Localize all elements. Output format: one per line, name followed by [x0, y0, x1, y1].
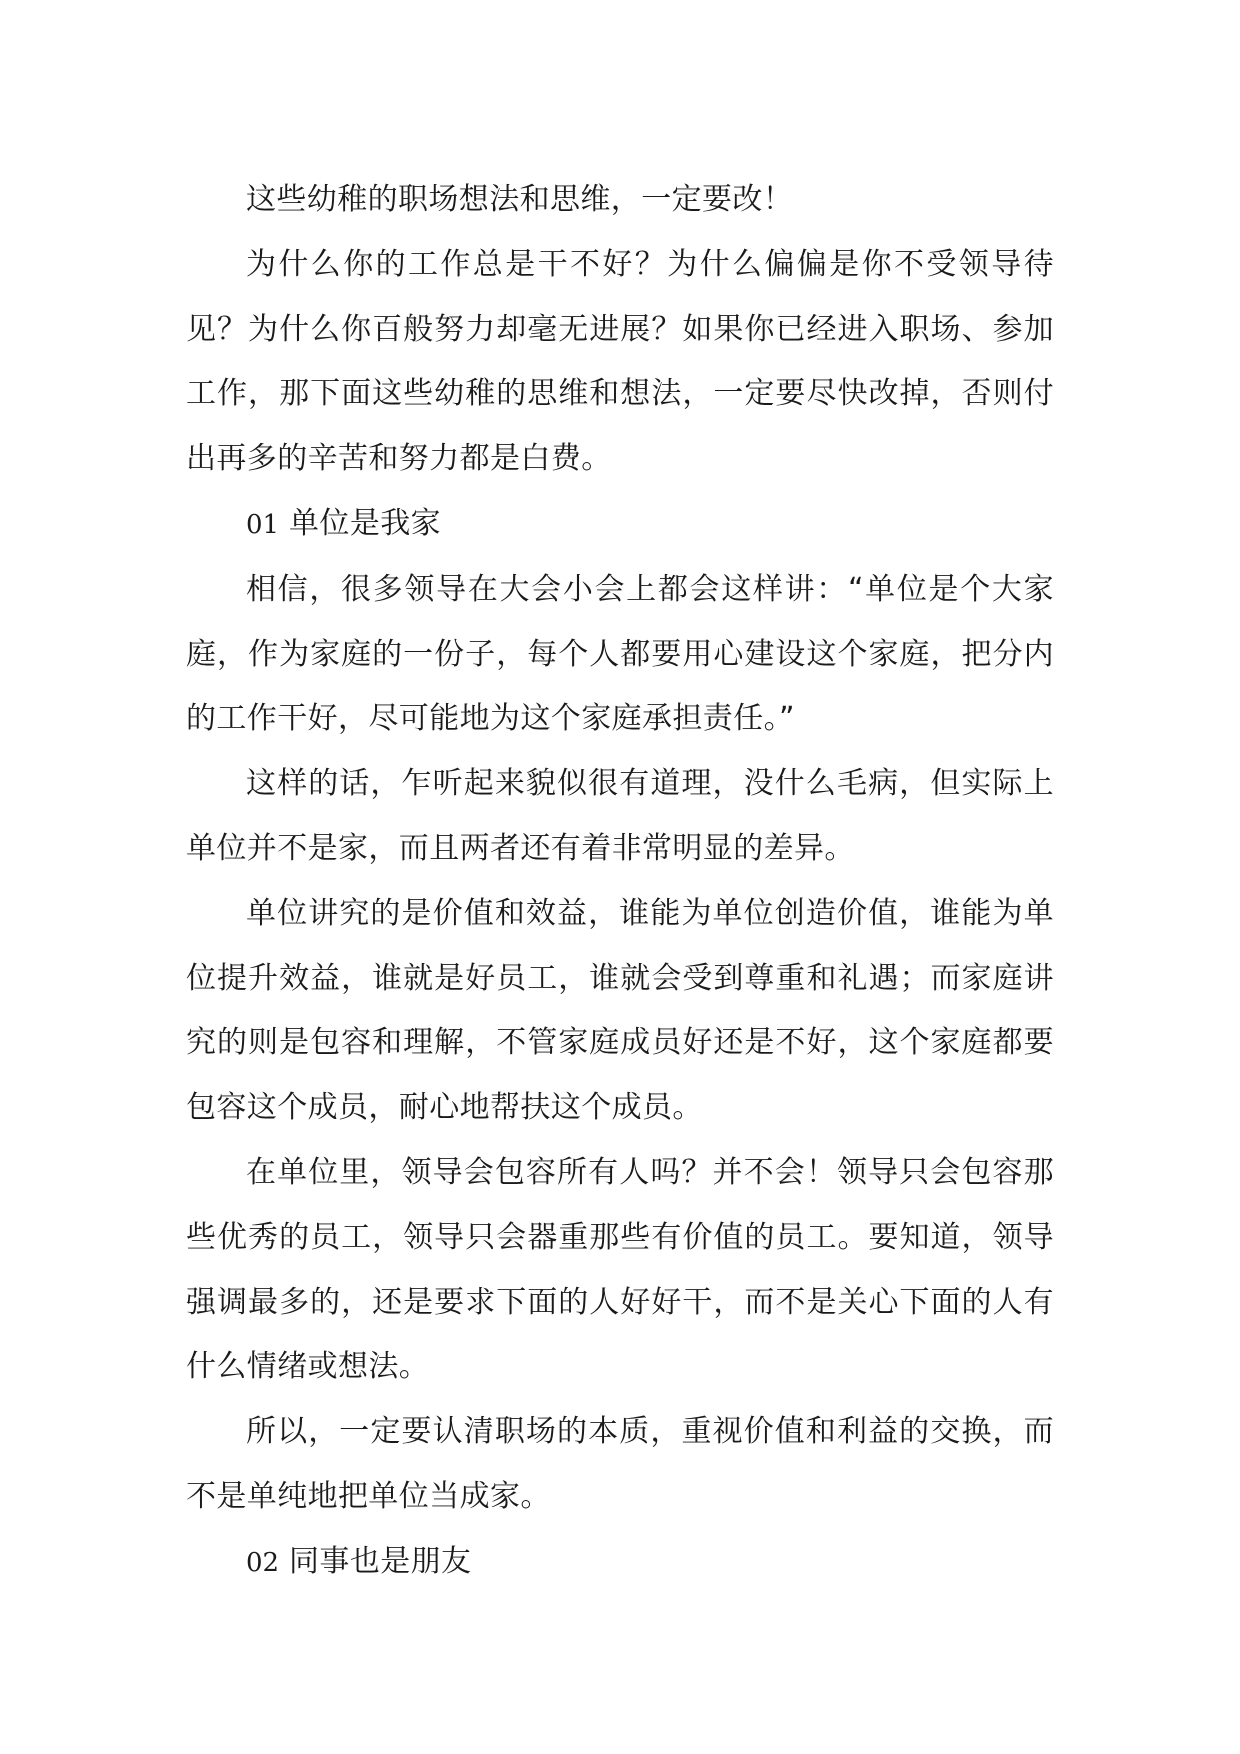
section-heading-2: [186, 1530, 1054, 1596]
section-number-2: 02: [246, 1547, 280, 1578]
paragraph-5: 在单位里，领导会包容所有人吗？并不会！领导只会包容那些优秀的员工，领导只会器重那些有价值的员工。要知道，领导强调最多的，还是要求下面的人好好干，而不是关心下面的人有什么情绪或想法。: [186, 1154, 1054, 1385]
document-body: [186, 168, 1054, 1596]
paragraph-1: 为什么你的工作总是干不好？为什么偏偏是你不受领导待见？为什么你百般努力却毫无进展？如果你已经进入职场、参加工作，那下面这些幼稚的思维和想法，一定要尽快改掉，否则付出再多的辛苦和努力都是白费。: [186, 246, 1054, 477]
section-heading-1: [186, 492, 1054, 558]
section-number-1: 01: [246, 509, 280, 540]
section-title-1: 单位是我家: [289, 505, 442, 541]
section-title-2: 同事也是朋友: [289, 1543, 472, 1579]
paragraph-4: 单位讲究的是价值和效益，谁能为单位创造价值，谁能为单位提升效益，谁就是好员工，谁就会受到尊重和礼遇；而家庭讲究的则是包容和理解，不管家庭成员好还是不好，这个家庭都要包容这个成员，耐心地帮扶这个成员。: [186, 895, 1054, 1126]
paragraph-2: 相信，很多领导在大会小会上都会这样讲：“单位是个大家庭，作为家庭的一份子，每个人都要用心建设这个家庭，把分内的工作干好，尽可能地为这个家庭承担责任。”: [186, 571, 1054, 737]
paragraph-3: 这样的话，乍听起来貌似很有道理，没什么毛病，但实际上单位并不是家，而且两者还有着非常明显的差异。: [186, 766, 1054, 866]
paragraph-6: 所以，一定要认清职场的本质，重视价值和利益的交换，而不是单纯地把单位当成家。: [186, 1414, 1054, 1514]
intro-line: 这些幼稚的职场想法和思维，一定要改！: [246, 182, 794, 217]
